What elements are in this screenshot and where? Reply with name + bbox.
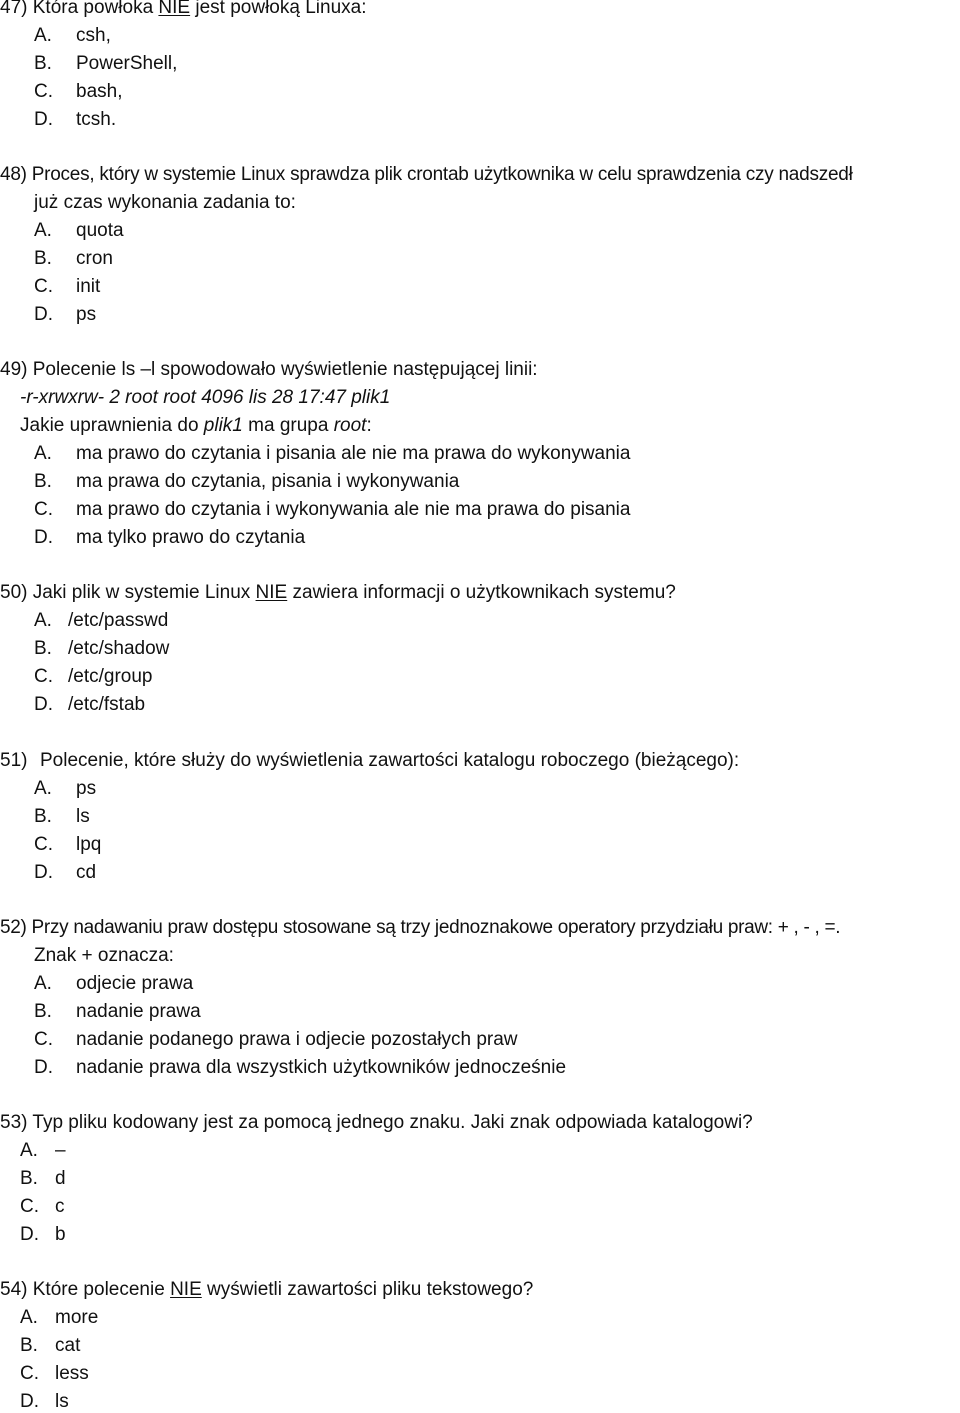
question-text: wyświetli zawartości pliku tekstowego? <box>201 1279 534 1300</box>
option-text: cron <box>76 248 113 269</box>
option-letter: B. <box>34 638 52 659</box>
option-text: ma tylko prawo do czytania <box>76 527 306 548</box>
question-53: 53) Typ pliku kodowany jest za pomocą jednego znaku. Jaki znak odpowiada katalogowi? <box>0 1112 753 1133</box>
option-letter: D. <box>34 694 53 715</box>
question-52: 52) Przy nadawaniu praw dostępu stosowane są trzy jednoznakowe operatory przydziału praw: + , - , =. <box>0 917 841 938</box>
question-47 <box>0 0 367 19</box>
option-letter: C. <box>34 499 53 520</box>
option-text: c <box>55 1196 65 1217</box>
option-letter: B. <box>20 1168 38 1189</box>
option-letter: B. <box>34 53 52 74</box>
option-letter: A. <box>20 1140 38 1161</box>
question-48: 48) Proces, który w systemie Linux sprawdza plik crontab użytkownika w celu sprawdzenia czy nadszedł <box>0 164 853 185</box>
option-text: ps <box>76 778 97 799</box>
option-text: ma prawa do czytania, pisania i wykonywania <box>76 471 460 492</box>
option-text: – <box>55 1140 66 1161</box>
option-letter: B. <box>34 1001 52 1022</box>
option-letter: B. <box>34 471 52 492</box>
option-text: less <box>55 1363 89 1384</box>
option-text: PowerShell, <box>76 53 178 74</box>
option-text: nadanie prawa dla wszystkich użytkowników jednocześnie <box>76 1057 567 1078</box>
question-52-continued: Znak + oznacza: <box>34 945 174 966</box>
option-text: quota <box>76 220 124 241</box>
option-letter: B. <box>20 1335 38 1356</box>
option-letter: C. <box>34 81 53 102</box>
option-letter: D. <box>20 1391 39 1412</box>
question-54 <box>0 1279 533 1301</box>
option-letter: D. <box>34 862 53 883</box>
option-letter: C. <box>20 1363 39 1384</box>
option-text: ma prawo do czytania i pisania ale nie ma prawa do wykonywania <box>76 443 631 464</box>
option-letter: B. <box>34 806 52 827</box>
option-text: ps <box>76 304 97 325</box>
option-letter: A. <box>34 973 52 994</box>
option-letter: A. <box>20 1307 38 1328</box>
option-letter: C. <box>34 834 53 855</box>
emphasis-not: NIE <box>255 582 288 603</box>
option-text: lpq <box>76 834 102 855</box>
prompt-text: : <box>366 415 372 436</box>
question-48-continued: już czas wykonania zadania to: <box>34 192 296 213</box>
question-text: jest powłoką Linuxa: <box>190 0 367 18</box>
option-letter: A. <box>34 25 52 46</box>
option-text: cat <box>55 1335 81 1356</box>
listing-text: -r-xrwxrw- 2 root root 4096 lis 28 17:47 plik1 <box>20 387 391 408</box>
option-letter: C. <box>34 276 53 297</box>
option-letter: C. <box>34 666 53 687</box>
option-text: /etc/passwd <box>68 610 169 631</box>
question-49-prompt <box>20 415 372 437</box>
file-name: plik1 <box>203 415 243 436</box>
option-letter: A. <box>34 610 52 631</box>
question-number: 51) <box>0 750 28 771</box>
question-text: 47) Która powłoka <box>0 0 159 18</box>
option-text: init <box>76 276 101 297</box>
option-text: more <box>55 1307 99 1328</box>
prompt-text: ma grupa <box>242 415 334 436</box>
option-letter: A. <box>34 778 52 799</box>
question-text: 54) Które polecenie <box>0 1279 171 1300</box>
option-text: /etc/group <box>68 666 153 687</box>
option-text: b <box>55 1224 66 1245</box>
option-text: d <box>55 1168 66 1189</box>
option-text: ls <box>76 806 90 827</box>
option-text: /etc/shadow <box>68 638 170 659</box>
option-letter: B. <box>34 248 52 269</box>
option-text: /etc/fstab <box>68 694 146 715</box>
question-text: 50) Jaki plik w systemie Linux <box>0 582 256 603</box>
option-text: odjecie prawa <box>76 973 194 994</box>
option-letter: D. <box>34 527 53 548</box>
question-text: Polecenie, które służy do wyświetlenia zawartości katalogu roboczego (bieżącego): <box>40 750 740 771</box>
option-text: tcsh. <box>76 109 117 130</box>
option-letter: C. <box>20 1196 39 1217</box>
emphasis-not: NIE <box>170 1279 202 1300</box>
option-text: cd <box>76 862 97 883</box>
option-text: nadanie prawa <box>76 1001 201 1022</box>
option-text: csh, <box>76 25 111 46</box>
option-letter: D. <box>34 304 53 325</box>
question-49: 49) Polecenie ls –l spowodowało wyświetlenie następującej linii: <box>0 359 538 380</box>
question-50 <box>0 582 676 604</box>
option-text: ma prawo do czytania i wykonywania ale nie ma prawa do pisania <box>76 499 631 520</box>
file-listing-line <box>20 387 390 409</box>
option-text: nadanie podanego prawa i odjecie pozostałych praw <box>76 1029 518 1050</box>
option-letter: A. <box>34 443 52 464</box>
option-letter: D. <box>34 109 53 130</box>
option-letter: A. <box>34 220 52 241</box>
option-letter: D. <box>34 1057 53 1078</box>
option-letter: D. <box>20 1224 39 1245</box>
emphasis-not: NIE <box>158 0 191 18</box>
option-letter: C. <box>34 1029 53 1050</box>
option-text: ls <box>55 1391 69 1412</box>
question-text: zawiera informacji o użytkownikach systemu? <box>287 582 676 603</box>
group-name: root <box>333 415 367 436</box>
prompt-text: Jakie uprawnienia do <box>20 415 204 436</box>
option-text: bash, <box>76 81 123 102</box>
